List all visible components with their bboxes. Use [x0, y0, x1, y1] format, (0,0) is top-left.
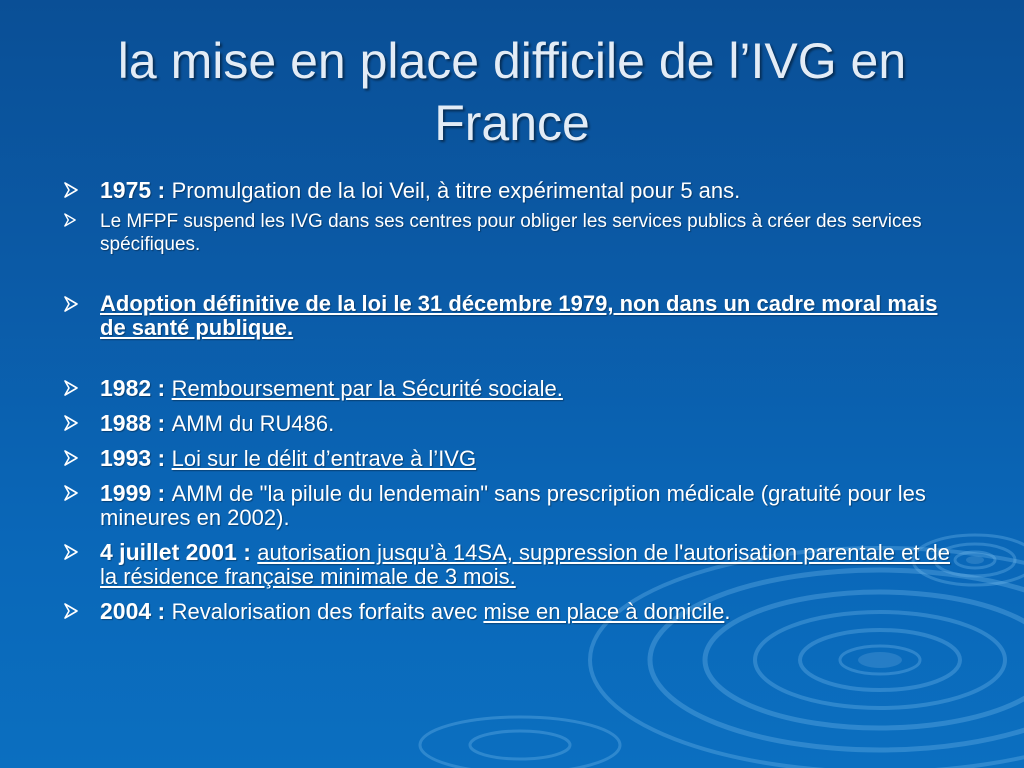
list-item — [62, 446, 962, 471]
item-year: 4 juillet 2001 : — [100, 539, 258, 565]
item-year: 1999 : — [100, 480, 172, 506]
item-text: Le MFPF suspend les IVG dans ses centres pour obliger les services publics à créer des services spécifiques. — [100, 211, 922, 255]
item-text: Remboursement par la Sécurité sociale. — [171, 376, 563, 401]
arrow-bullet-icon — [64, 485, 78, 501]
arrow-bullet-icon — [64, 380, 78, 396]
arrow-bullet-icon — [64, 450, 78, 466]
item-text-end: . — [724, 599, 731, 624]
item-text: autorisation jusqu’à 14SA, suppression de l'autorisation parentale et de la résidence française minimale de 3 mois. — [100, 540, 951, 589]
arrow-bullet-icon — [64, 544, 78, 560]
item-year: 1988 : — [100, 410, 172, 436]
arrow-bullet-icon — [64, 296, 78, 312]
item-year: 1993 : — [100, 445, 172, 471]
list-item — [62, 178, 962, 203]
arrow-bullet-icon — [64, 213, 76, 227]
item-link-text: mise en place à domicile — [483, 599, 725, 624]
slide-title: la mise en place difficile de l’IVG en France — [117, 33, 907, 151]
arrow-bullet-icon — [64, 603, 78, 619]
list-item — [62, 292, 962, 340]
arrow-bullet-icon — [64, 415, 78, 431]
list-item — [62, 210, 962, 256]
item-year: 2004 : — [100, 598, 172, 624]
item-text: Loi sur le délit d’entrave à l’IVG — [171, 446, 477, 471]
item-text: AMM du RU486. — [171, 411, 335, 436]
list-item — [62, 599, 962, 624]
list-item — [62, 540, 962, 589]
item-text: Adoption définitive de la loi le 31 décembre 1979, non dans un cadre moral mais de santé publique. — [100, 291, 938, 340]
item-text: Revalorisation des forfaits avec — [171, 599, 484, 624]
item-year: 1982 : — [100, 375, 172, 401]
bullet-list — [62, 178, 962, 624]
item-text: Promulgation de la loi Veil, à titre expérimental pour 5 ans. — [171, 178, 741, 203]
list-item — [62, 411, 962, 436]
item-text: AMM de "la pilule du lendemain" sans prescription médicale (gratuité pour les mineures en 2002). — [100, 481, 926, 530]
list-item — [62, 481, 962, 530]
list-item — [62, 376, 962, 401]
item-year: 1975 : — [100, 177, 172, 203]
arrow-bullet-icon — [64, 182, 78, 198]
